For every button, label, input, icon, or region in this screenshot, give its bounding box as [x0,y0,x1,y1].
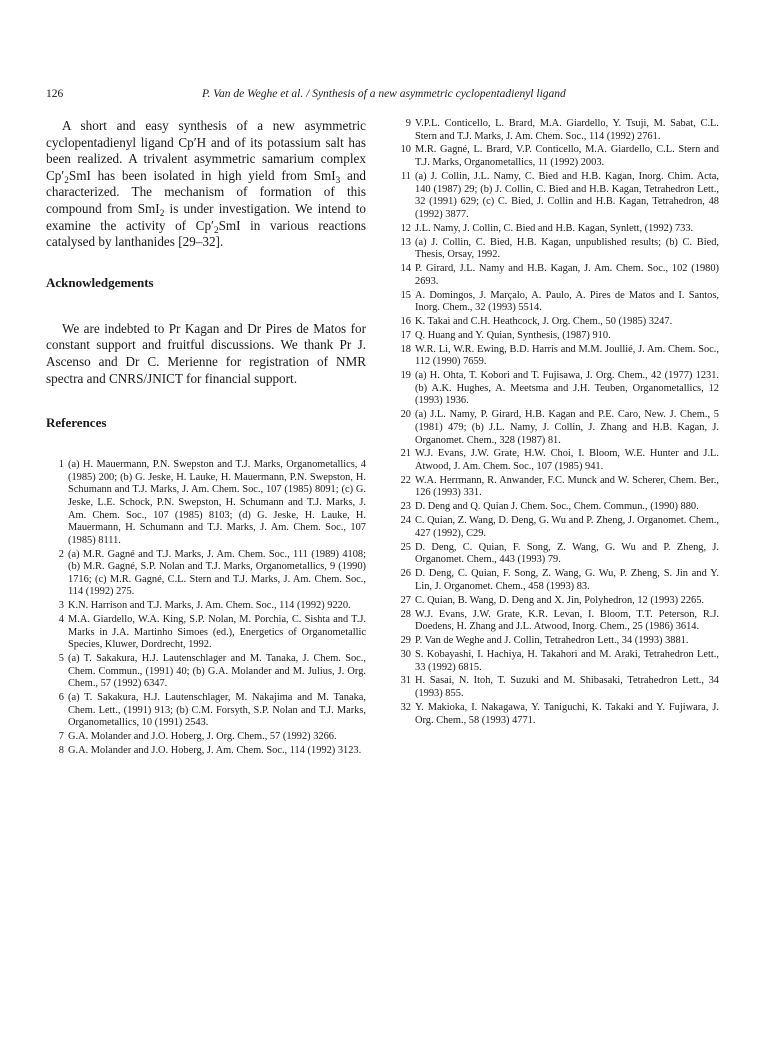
reference-number: 18 [400,343,411,355]
reference-text: Y. Makioka, I. Nakagawa, Y. Taniguchi, K. Takaki and Y. Fujiwara, J. Org. Chem., 58 (1993) 4771. [415,701,719,726]
reference-number: 14 [400,263,411,275]
reference-text: M.A. Giardello, W.A. King, S.P. Nolan, M. Porchia, C. Sishta and T.J. Marks in J.A. Martinho Simoes (ed.), Energetics of Organometallic Species, Kluwer, Dordrecht, 1992. [68,614,366,651]
reference-number: 25 [400,541,411,553]
reference-text: K. Takai and C.H. Heathcock, J. Org. Chem., 50 (1985) 3247. [415,315,673,327]
reference-item [46,600,366,613]
reference-number: 1 [58,459,64,471]
reference-item [393,409,719,447]
reference-item [46,731,366,744]
reference-item [393,237,719,262]
reference-number: 12 [400,222,411,234]
reference-text: (a) T. Sakakura, H.J. Lautenschlager, M. Nakajima and M. Tanaka, Chem. Lett., (1991) 913; (b) C.M. Forsyth, S.P. Nolan and T.J. Marks, Organometallics, 10 (1991) 2543. [68,692,366,729]
reference-item [393,475,719,500]
reference-number: 5 [58,653,64,665]
reference-item [393,595,719,608]
reference-text: W.J. Evans, J.W. Grate, K.R. Levan, I. Bloom, T.T. Peterson, R.J. Doedens, H. Zhang and J.L. Atwood, Inorg. Chem., 25 (1986) 3614. [415,608,719,633]
reference-number: 15 [400,289,411,301]
reference-number: 10 [400,144,411,156]
reference-number: 4 [58,614,64,626]
reference-number: 16 [400,315,411,327]
reference-text: (a) J. Collin, J.L. Namy, C. Bied and H.B. Kagan, Inorg. Chim. Acta, 140 (1987) 29; (b) J. Collin, C. Bied and H.B. Kagan, Tetrahedron Lett., 32 (1991) 629; (c) C. Bied, J. Collin and H.B. Kagan, Tetrahedron, 48 (1992) 3877. [415,170,719,220]
running-head: P. Van de Weghe et al. / Synthesis of a new asymmetric cyclopentadienyl ligand [202,88,566,100]
reference-item [393,290,719,315]
reference-item [393,542,719,567]
reference-item [393,144,719,169]
reference-text: G.A. Molander and J.O. Hoberg, J. Org. Chem., 57 (1992) 3266. [68,731,337,743]
reference-item [393,702,719,727]
reference-item [393,568,719,593]
reference-item [46,692,366,730]
reference-text: (a) M.R. Gagné and T.J. Marks, J. Am. Chem. Soc., 111 (1989) 4108; (b) M.R. Gagné, S.P. Nolan and T.J. Marks, Organometallics, 9 (1990) 1716; (c) M.R. Gagné, C.L. Stern and T.J. Marks, J. Am. Chem. Soc., 114 (1992) 275. [68,548,366,598]
left-column [46,118,366,759]
reference-number: 3 [58,600,64,612]
reference-text: C. Quian, Z. Wang, D. Deng, G. Wu and P. Zheng, J. Organomet. Chem., 427 (1992), C29. [415,515,719,539]
reference-number: 23 [400,501,411,513]
acknowledgements-paragraph: We are indebted to Pr Kagan and Dr Pires de Matos for constant support and fruitful discussions. We thank Pr J. Ascenso and Dr C. Merienne for registration of NMR spectra and CNRS/JNICT for financial support. [46,320,366,386]
reference-number: 31 [400,675,411,687]
reference-text: W.J. Evans, J.W. Grate, H.W. Choi, I. Bloom, W.E. Hunter and J.L. Atwood, J. Am. Chem. Soc., 107 (1985) 941. [415,448,719,472]
reference-text: W.A. Herrmann, R. Anwander, F.C. Munck and W. Scherer, Chem. Ber., 126 (1993) 331. [415,474,719,499]
reference-number: 30 [400,648,411,660]
reference-item [393,330,719,343]
reference-number: 20 [400,409,411,421]
reference-item [393,370,719,408]
reference-item [46,614,366,652]
reference-item [46,549,366,599]
reference-number: 6 [58,692,64,704]
reference-text: P. Girard, J.L. Namy and H.B. Kagan, J. Am. Chem. Soc., 102 (1980) 2693. [415,263,719,287]
reference-number: 11 [400,170,411,182]
page-number: 126 [46,88,64,100]
reference-number: 22 [400,474,411,486]
reference-item [393,675,719,700]
right-column [393,118,719,728]
reference-text: J.L. Namy, J. Collin, C. Bied and H.B. Kagan, Synlett, (1992) 733. [415,222,694,234]
reference-item [46,459,366,547]
reference-text: P. Van de Weghe and J. Collin, Tetrahedron Lett., 34 (1993) 3881. [415,635,689,647]
reference-number: 2 [58,548,64,560]
reference-item [393,515,719,540]
reference-item [393,223,719,236]
references-heading: References [46,415,107,431]
reference-list-left [46,459,366,758]
reference-number: 9 [405,118,411,129]
reference-text: (a) J.L. Namy, P. Girard, H.B. Kagan and P.E. Caro, New. J. Chem., 5 (1981) 479; (b) J.L. Namy, J. Collin, J. Zhang and H.B. Kagan, J. Organomet. Chem., 328 (1987) 81. [415,409,719,446]
reference-text: G.A. Molander and J.O. Hoberg, J. Am. Chem. Soc., 114 (1992) 3123. [68,745,362,757]
reference-item [393,171,719,221]
reference-number: 29 [400,635,411,647]
reference-item [393,316,719,329]
reference-item [46,653,366,691]
reference-item [393,344,719,369]
reference-item [393,635,719,648]
reference-text: (a) T. Sakakura, H.J. Lautenschlager and M. Tanaka, J. Chem. Soc., Chem. Commun., (1991) 40; (b) G.A. Molander and M. Julius, J. Org. Chem., 57 (1992) 6347. [68,653,366,690]
acknowledgements-heading: Acknowledgements [46,274,154,290]
reference-text: C. Quian, B. Wang, D. Deng and X. Jin, Polyhedron, 12 (1993) 2265. [415,594,705,606]
reference-text: A. Domingos, J. Marçalo, A. Paulo, A. Pires de Matos and I. Santos, Inorg. Chem., 32 (1993) 5514. [415,289,719,314]
reference-number: 21 [400,448,411,460]
reference-item [393,448,719,473]
reference-text: K.N. Harrison and T.J. Marks, J. Am. Chem. Soc., 114 (1992) 9220. [68,600,351,612]
reference-number: 24 [400,515,411,527]
reference-text: D. Deng, C. Quian, F. Song, Z. Wang, G. Wu, P. Zheng, S. Jin and Y. Lin, J. Organomet. Chem., 458 (1993) 83. [415,568,719,592]
reference-text: (a) H. Ohta, T. Kobori and T. Fujisawa, J. Org. Chem., 42 (1977) 1231. (b) A.K. Hughes, A. Meetsma and J.H. Teuben, Organometallics, 12 (1993) 1936. [415,370,719,407]
reference-item [46,745,366,758]
reference-number: 32 [400,701,411,713]
reference-number: 26 [400,568,411,580]
reference-item [393,263,719,288]
reference-text: D. Deng and Q. Quian J. Chem. Soc., Chem. Commun., (1990) 880. [415,501,699,513]
page-header [46,88,722,108]
reference-text: S. Kobayashi, I. Hachiya, H. Takahori and M. Araki, Tetrahedron Lett., 33 (1992) 6815. [415,648,719,673]
reference-number: 8 [58,745,64,757]
reference-item [393,609,719,634]
reference-item [393,649,719,674]
reference-number: 17 [400,329,411,341]
reference-item [393,501,719,514]
reference-text: W.R. Li, W.R. Ewing, B.D. Harris and M.M. Joullié, J. Am. Chem. Soc., 112 (1990) 7659. [415,343,719,368]
reference-text: M.R. Gagné, L. Brard, V.P. Conticello, M.A. Giardello, C.L. Stern and T.J. Marks, Organometallics, 11 (1992) 2003. [415,144,719,169]
reference-text: Q. Huang and Y. Quian, Synthesis, (1987) 910. [415,329,611,341]
reference-number: 19 [400,370,411,382]
reference-text: D. Deng, C. Quian, F. Song, Z. Wang, G. Wu and P. Zheng, J. Organomet. Chem., 443 (1993) 79. [415,541,719,566]
reference-text: V.P.L. Conticello, L. Brard, M.A. Giardello, Y. Tsuji, M. Sabat, C.L. Stern and T.J. Marks, J. Am. Chem. Soc., 114 (1992) 2761. [415,118,719,142]
reference-text: (a) J. Collin, C. Bied, H.B. Kagan, unpublished results; (b) C. Bied, Thesis, Orsay, 1992. [415,236,719,261]
reference-number: 27 [400,594,411,606]
reference-list-right [393,118,719,727]
reference-number: 13 [400,236,411,248]
reference-text: (a) H. Mauermann, P.N. Swepston and T.J. Marks, Organometallics, 4 (1985) 200; (b) G. Jeske, H. Lauke, H. Mauermann, P.N. Swepston, H. Schumann and T.J. Marks, J. Am. Chem. Soc., 107 (1985) 8091; (c) G. Jeske, L.E. Schock, P.N. Swepston, H. Schumann and T.J. Marks, J. Am. Chem. Soc., 107 (1985) 8103; (d) G. Jeske, H. Lauke, H. Mauermann, H. Schumann and T.J. Marks, J. Am. Chem. Soc., 107 (1985) 8111. [68,459,366,546]
reference-number: 7 [58,731,64,743]
reference-item [393,118,719,143]
conclusion-paragraph: A short and easy synthesis of a new asymmetric cyclopentadienyl ligand Cp′H and of its potassium salt has been realized. A trivalent asymmetric samarium complex $Cp'_2SmI$ has been isolated in high yield from SmI$_3$ and characterized. The mechanism of formation of this compound from SmI$_2$ is under investigation. We intend to examine the activity of $Cp'_2SmI$ in various reactions catalysed by lanthanides [29–32]. [46,118,367,250]
reference-text: H. Sasai, N. Itoh, T. Suzuki and M. Shibasaki, Tetrahedron Lett., 34 (1993) 855. [415,675,719,700]
reference-number: 28 [400,608,411,620]
